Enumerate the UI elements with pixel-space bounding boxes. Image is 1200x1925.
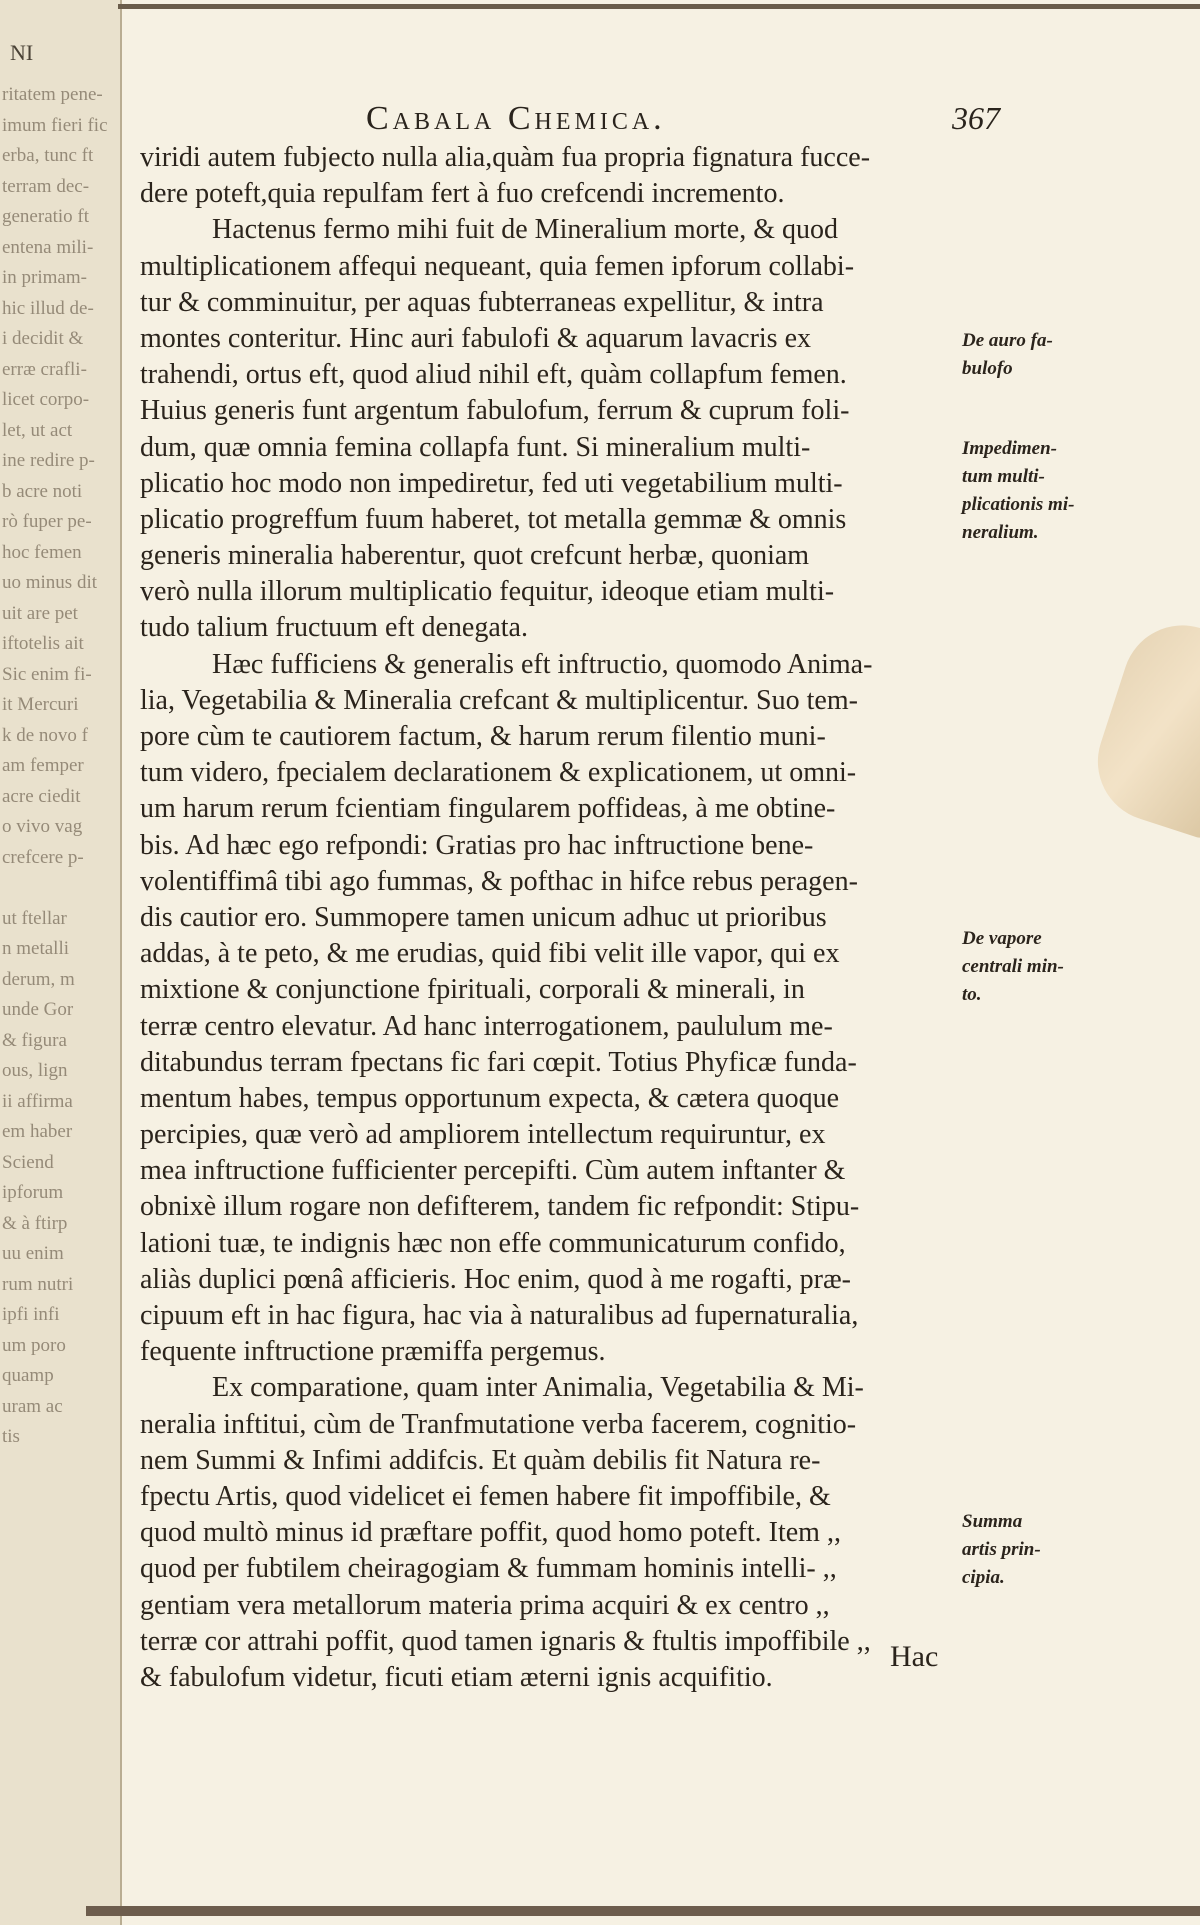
previous-page-fragment: Sic enim fi- bbox=[2, 663, 92, 685]
marginal-note-line: centrali min- bbox=[962, 956, 1064, 977]
previous-page-fragment: ritatem pene- bbox=[2, 84, 103, 105]
text-line: dere poteft,quia repulfam fert à fuo crefcendi incremento. bbox=[140, 178, 785, 210]
text-line: generis mineralia haberentur, quot crefcunt herbæ, quoniam bbox=[140, 540, 810, 572]
text-line: lia, Vegetabilia & Mineralia crefcant & multiplicentur. Suo tem- bbox=[140, 684, 858, 716]
text-line: & fabulofum videtur, ficuti etiam æterni ignis acquifitio. bbox=[140, 1661, 773, 1693]
text-line: gentiam vera metallorum materia prima acquiri & ex centro ,, bbox=[140, 1589, 830, 1621]
previous-page-fragment: it Mercuri bbox=[2, 694, 79, 715]
previous-page-fragment: ut ftellar bbox=[2, 907, 67, 929]
marginal-note-summa-artis bbox=[962, 1508, 1082, 1592]
text-line: quod multò minus id præftare poffit, quod homo poteft. Item ,, bbox=[140, 1517, 841, 1549]
marginal-note-line: Impedimen- bbox=[962, 438, 1057, 459]
previous-page-fragment: uu enim bbox=[2, 1243, 64, 1264]
text-line: um harum rerum fcientiam fingularem poffideas, à me obtine- bbox=[140, 793, 836, 825]
previous-page-fragment: derum, m bbox=[2, 968, 75, 990]
previous-page-fragment: b acre noti bbox=[2, 480, 83, 502]
marginal-note-line: plicationis mi- bbox=[962, 494, 1075, 515]
text-line: quod per fubtilem cheiragogiam & fummam hominis intelli- ,, bbox=[140, 1553, 837, 1585]
previous-page-fragment: am femper bbox=[2, 755, 84, 776]
previous-page-fragment: erba, tunc ft bbox=[2, 145, 94, 166]
previous-page-fragment: uo minus dit bbox=[2, 572, 98, 593]
text-line: volentiffimâ tibi ago fummas, & pofthac in hifce rebus peragen- bbox=[140, 865, 858, 897]
text-line: addas, à te peto, & me erudias, quid fibi velit ille vapor, qui ex bbox=[140, 938, 840, 970]
previous-page-edge bbox=[0, 0, 122, 1925]
previous-page-fragment: crefcere p- bbox=[2, 846, 84, 868]
marginal-note-de-auro-sabuloso bbox=[962, 327, 1082, 383]
text-line: mea inftructione fufficienter percepifti. Cùm autem inftanter & bbox=[140, 1155, 846, 1187]
top-page-edge bbox=[118, 4, 1200, 9]
page-header bbox=[150, 100, 1000, 144]
text-line: neralia inftitui, cùm de Tranfmutatione verba facerem, cognitio- bbox=[140, 1408, 857, 1440]
text-line: Hactenus fermo mihi fuit de Mineralium morte, & quod bbox=[212, 214, 838, 246]
bottom-page-edge bbox=[86, 1906, 1200, 1916]
marginal-note-de-vapore bbox=[962, 925, 1082, 1009]
brush-object bbox=[1082, 610, 1200, 840]
catchword: Hac bbox=[890, 1640, 939, 1673]
marginal-note-line: cipia. bbox=[962, 1567, 1005, 1588]
marginal-note-line: De vapore bbox=[962, 928, 1042, 949]
marginal-note-line: Summa bbox=[962, 1511, 1023, 1532]
text-line: montes conteritur. Hinc auri fabulofi & aquarum lavacris ex bbox=[140, 322, 812, 354]
previous-page-fragment: & à ftirp bbox=[2, 1212, 68, 1234]
text-line: Huius generis funt argentum fabulofum, ferrum & cuprum foli- bbox=[140, 395, 850, 427]
text-line: terræ centro elevatur. Ad hanc interrogationem, paululum me- bbox=[140, 1010, 833, 1042]
previous-page-fragment: Sciend bbox=[2, 1151, 54, 1173]
marginal-note-line: De auro fa- bbox=[962, 330, 1053, 351]
previous-page-fragment: in primam- bbox=[2, 267, 87, 288]
page-number: 367 bbox=[952, 100, 1000, 136]
previous-page-fragment: rum nutri bbox=[2, 1273, 74, 1295]
text-line: nem Summi & Infimi addifcis. Et quàm debilis fit Natura re- bbox=[140, 1444, 821, 1476]
text-line: tudo talium fructuum eft denegata. bbox=[140, 612, 528, 644]
previous-page-fragment: quamp bbox=[2, 1365, 54, 1386]
previous-page-fragment: let, ut act bbox=[2, 419, 73, 441]
text-line: obnixè illum rogare non defifterem, tandem fic refpondit: Stipu- bbox=[140, 1191, 860, 1223]
text-line: mentum habes, tempus opportunum expecta, & cætera quoque bbox=[140, 1082, 840, 1114]
previous-page-fragment: generatio ft bbox=[2, 206, 90, 227]
marginal-note-line: neralium. bbox=[962, 522, 1039, 543]
text-line: dum, quæ omnia femina collapfa funt. Si mineralium multi- bbox=[140, 431, 811, 463]
previous-page-fragment: hoc femen bbox=[2, 541, 82, 563]
text-line: lationi tuæ, te indignis hæc non effe communicaturum confido, bbox=[140, 1227, 846, 1259]
marginal-note-line: to. bbox=[962, 984, 982, 1005]
text-line: fequente inftructione præmiffa pergemus. bbox=[140, 1336, 606, 1368]
previous-page-fragment: n metalli bbox=[2, 938, 70, 959]
text-line: viridi autem fubjecto nulla alia,quàm fua propria fignatura fucce- bbox=[140, 142, 871, 173]
previous-page-fragment: imum fieri fic bbox=[2, 114, 108, 136]
marginal-note-line: bulofo bbox=[962, 358, 1013, 379]
previous-page-fragment: uit are pet bbox=[2, 602, 78, 624]
previous-page-fragment bbox=[0, 873, 118, 904]
text-line: tum videro, fpecialem declarationem & explicationem, ut omni- bbox=[140, 757, 857, 789]
text-line: fpectu Artis, quod videlicet ei femen habere fit impoffibile, & bbox=[140, 1480, 831, 1512]
previous-page-fragment: erræ crafli- bbox=[2, 358, 87, 380]
text-line: trahendi, ortus eft, quod aliud nihil eft, quàm collapfum femen. bbox=[140, 359, 847, 391]
previous-page-fragment: ii affirma bbox=[2, 1090, 73, 1112]
previous-page-fragment: ine redire p- bbox=[2, 450, 95, 471]
text-line: bis. Ad hæc ego refpondi: Gratias pro hac inftructione bene- bbox=[140, 829, 814, 861]
text-line: mixtione & conjunctione fpirituali, corporali & minerali, in bbox=[140, 974, 805, 1006]
previous-page-fragment: i decidit & bbox=[2, 328, 84, 349]
previous-page-fragment: acre ciedit bbox=[2, 785, 81, 807]
previous-page-fragment: em haber bbox=[2, 1121, 73, 1142]
previous-page-fragment: ipforum bbox=[2, 1182, 64, 1203]
previous-page-fragment: terram dec- bbox=[2, 175, 90, 197]
previous-page-fragment: hic illud de- bbox=[2, 297, 94, 319]
running-title: Cabala Chemica. bbox=[366, 100, 666, 137]
text-line: percipies, quæ verò ad ampliorem intellectum requiruntur, ex bbox=[140, 1119, 826, 1151]
text-line: terræ cor attrahi poffit, quod tamen ignaris & ftultis impoffibile ,, bbox=[140, 1625, 871, 1657]
text-line: dis cautior ero. Summopere tamen unicum adhuc ut prioribus bbox=[140, 901, 827, 933]
text-line: Hæc fufficiens & generalis eft inftructio, quomodo Anima- bbox=[212, 648, 873, 680]
text-line: Ex comparatione, quam inter Animalia, Vegetabilia & Mi- bbox=[212, 1372, 864, 1404]
text-line: pore cùm te cautiorem factum, & harum rerum filentio muni- bbox=[140, 721, 826, 752]
previous-page-fragment: entena mili- bbox=[2, 236, 94, 258]
previous-page-fragment: & figura bbox=[2, 1029, 67, 1051]
previous-page-fragments bbox=[0, 80, 118, 1453]
previous-page-fragment: ipfi infi bbox=[2, 1304, 60, 1325]
previous-page-fragment: um poro bbox=[2, 1334, 66, 1356]
previous-page-fragment: o vivo vag bbox=[2, 816, 83, 837]
previous-page-fragment: k de novo f bbox=[2, 724, 89, 746]
text-line: tur & comminuitur, per aquas fubterraneas expellitur, & intra bbox=[140, 286, 824, 318]
previous-page-fragment: licet corpo- bbox=[2, 389, 90, 410]
text-line: plicatio hoc modo non impediretur, fed uti vegetabilium multi- bbox=[140, 467, 843, 499]
previous-page-fragment: iftotelis ait bbox=[2, 633, 84, 654]
previous-page-number: NI bbox=[10, 40, 34, 65]
previous-page-fragment: tis bbox=[2, 1426, 20, 1447]
previous-page-fragment: unde Gor bbox=[2, 999, 74, 1020]
previous-page-fragment: uram ac bbox=[2, 1395, 63, 1417]
marginal-note-impedimentum bbox=[962, 435, 1082, 547]
text-line: ditabundus terram fpectans fic fari cœpit. Totius Phyficæ funda- bbox=[140, 1046, 857, 1078]
previous-page-fragment: ous, lign bbox=[2, 1060, 68, 1081]
text-line: plicatio progreffum fuum haberet, tot metalla gemmæ & omnis bbox=[140, 503, 847, 535]
previous-page-fragment: rò fuper pe- bbox=[2, 511, 92, 532]
text-line: verò nulla illorum multiplicatio fequitur, ideoque etiam multi- bbox=[140, 576, 835, 608]
text-line: aliàs duplici pœnâ afficieris. Hoc enim, quod à me rogafti, præ- bbox=[140, 1263, 851, 1295]
body-text bbox=[140, 140, 960, 1696]
marginal-note-line: artis prin- bbox=[962, 1539, 1041, 1560]
marginal-note-line: tum multi- bbox=[962, 466, 1045, 487]
text-line: cipuum eft in hac figura, hac via à naturalibus ad fupernaturalia, bbox=[140, 1300, 859, 1331]
text-line: multiplicationem affequi nequeant, quia femen ipforum collabi- bbox=[140, 250, 855, 282]
